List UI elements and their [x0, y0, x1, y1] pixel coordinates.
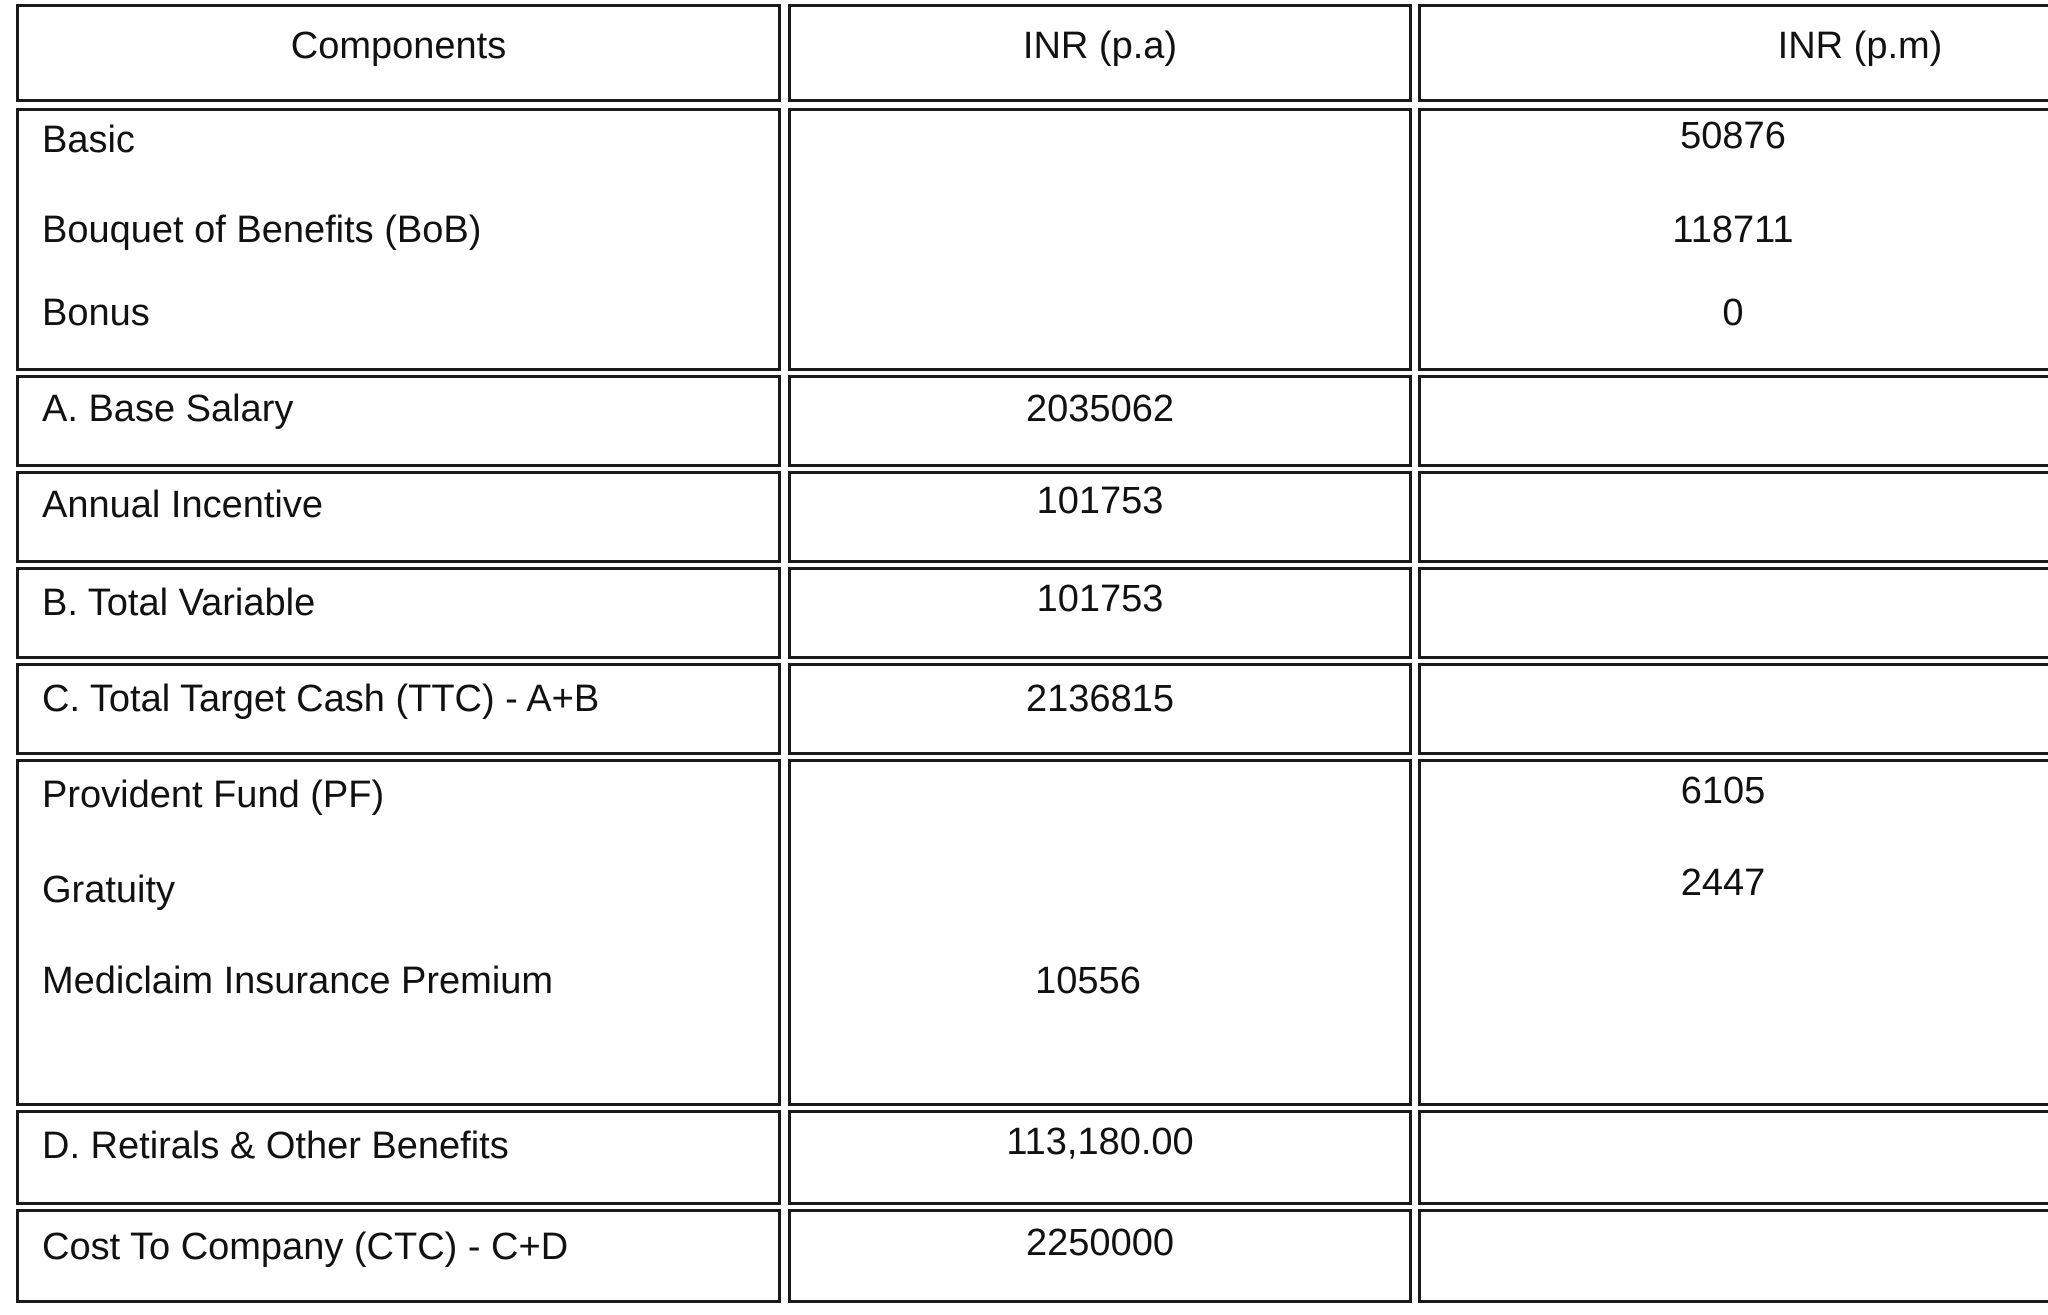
row-pm-gratuity: 2447 [1680, 862, 1766, 904]
table-row-total-target-cash [0, 663, 2048, 755]
cell-pm [1418, 471, 2048, 563]
table-header-row [0, 4, 2048, 102]
cell-pm [1418, 1209, 2048, 1303]
row-label-basic: Basic [42, 119, 135, 161]
row-label-bonus: Bonus [42, 292, 150, 334]
row-pm-basic: 50876 [1680, 115, 1786, 157]
row-pa-annual-incentive: 101753 [1036, 480, 1164, 522]
table-group-retirals [0, 759, 2048, 1106]
header-inr-pa: INR (p.a) [1022, 25, 1178, 67]
table-row-annual-incentive [0, 471, 2048, 563]
row-label-mediclaim: Mediclaim Insurance Premium [42, 960, 554, 1002]
table-group-fixed-pay [0, 108, 2048, 371]
row-pa-base-salary: 2035062 [1026, 388, 1174, 430]
row-label-pf: Provident Fund (PF) [42, 774, 385, 816]
row-label-ctc: Cost To Company (CTC) - C+D [42, 1226, 569, 1268]
row-pa-ctc: 2250000 [1026, 1222, 1174, 1264]
group-cell-2 [788, 108, 1412, 371]
header-components: Components [290, 25, 507, 67]
cell-pm [1418, 567, 2048, 659]
table-row-total-variable [0, 567, 2048, 659]
row-label-bob: Bouquet of Benefits (BoB) [42, 209, 482, 251]
row-pa-retirals: 113,180.00 [1006, 1121, 1194, 1163]
group-cell-2 [788, 759, 1412, 1106]
row-pa-total-variable: 101753 [1036, 578, 1164, 620]
row-pm-pf: 6105 [1680, 770, 1766, 812]
row-label-gratuity: Gratuity [42, 869, 176, 911]
row-label-annual-incentive: Annual Incentive [42, 484, 323, 526]
row-pm-bob: 118711 [1672, 209, 1794, 251]
row-pm-bonus: 0 [1722, 292, 1744, 334]
row-pa-ttc: 2136815 [1026, 678, 1174, 720]
row-pa-mediclaim: 10556 [1035, 960, 1141, 1002]
table-row-base-salary [0, 375, 2048, 467]
row-label-total-variable: B. Total Variable [42, 582, 316, 624]
row-label-retirals: D. Retirals & Other Benefits [42, 1125, 509, 1167]
header-inr-pm: INR (p.m) [1777, 25, 1943, 67]
table-row-ctc [0, 1209, 2048, 1303]
row-label-base-salary: A. Base Salary [42, 388, 294, 430]
cell-pm [1418, 663, 2048, 755]
cell-pm [1418, 375, 2048, 467]
row-label-ttc: C. Total Target Cash (TTC) - A+B [42, 678, 600, 720]
cell-pm [1418, 1110, 2048, 1205]
table-row-retirals-total [0, 1110, 2048, 1205]
